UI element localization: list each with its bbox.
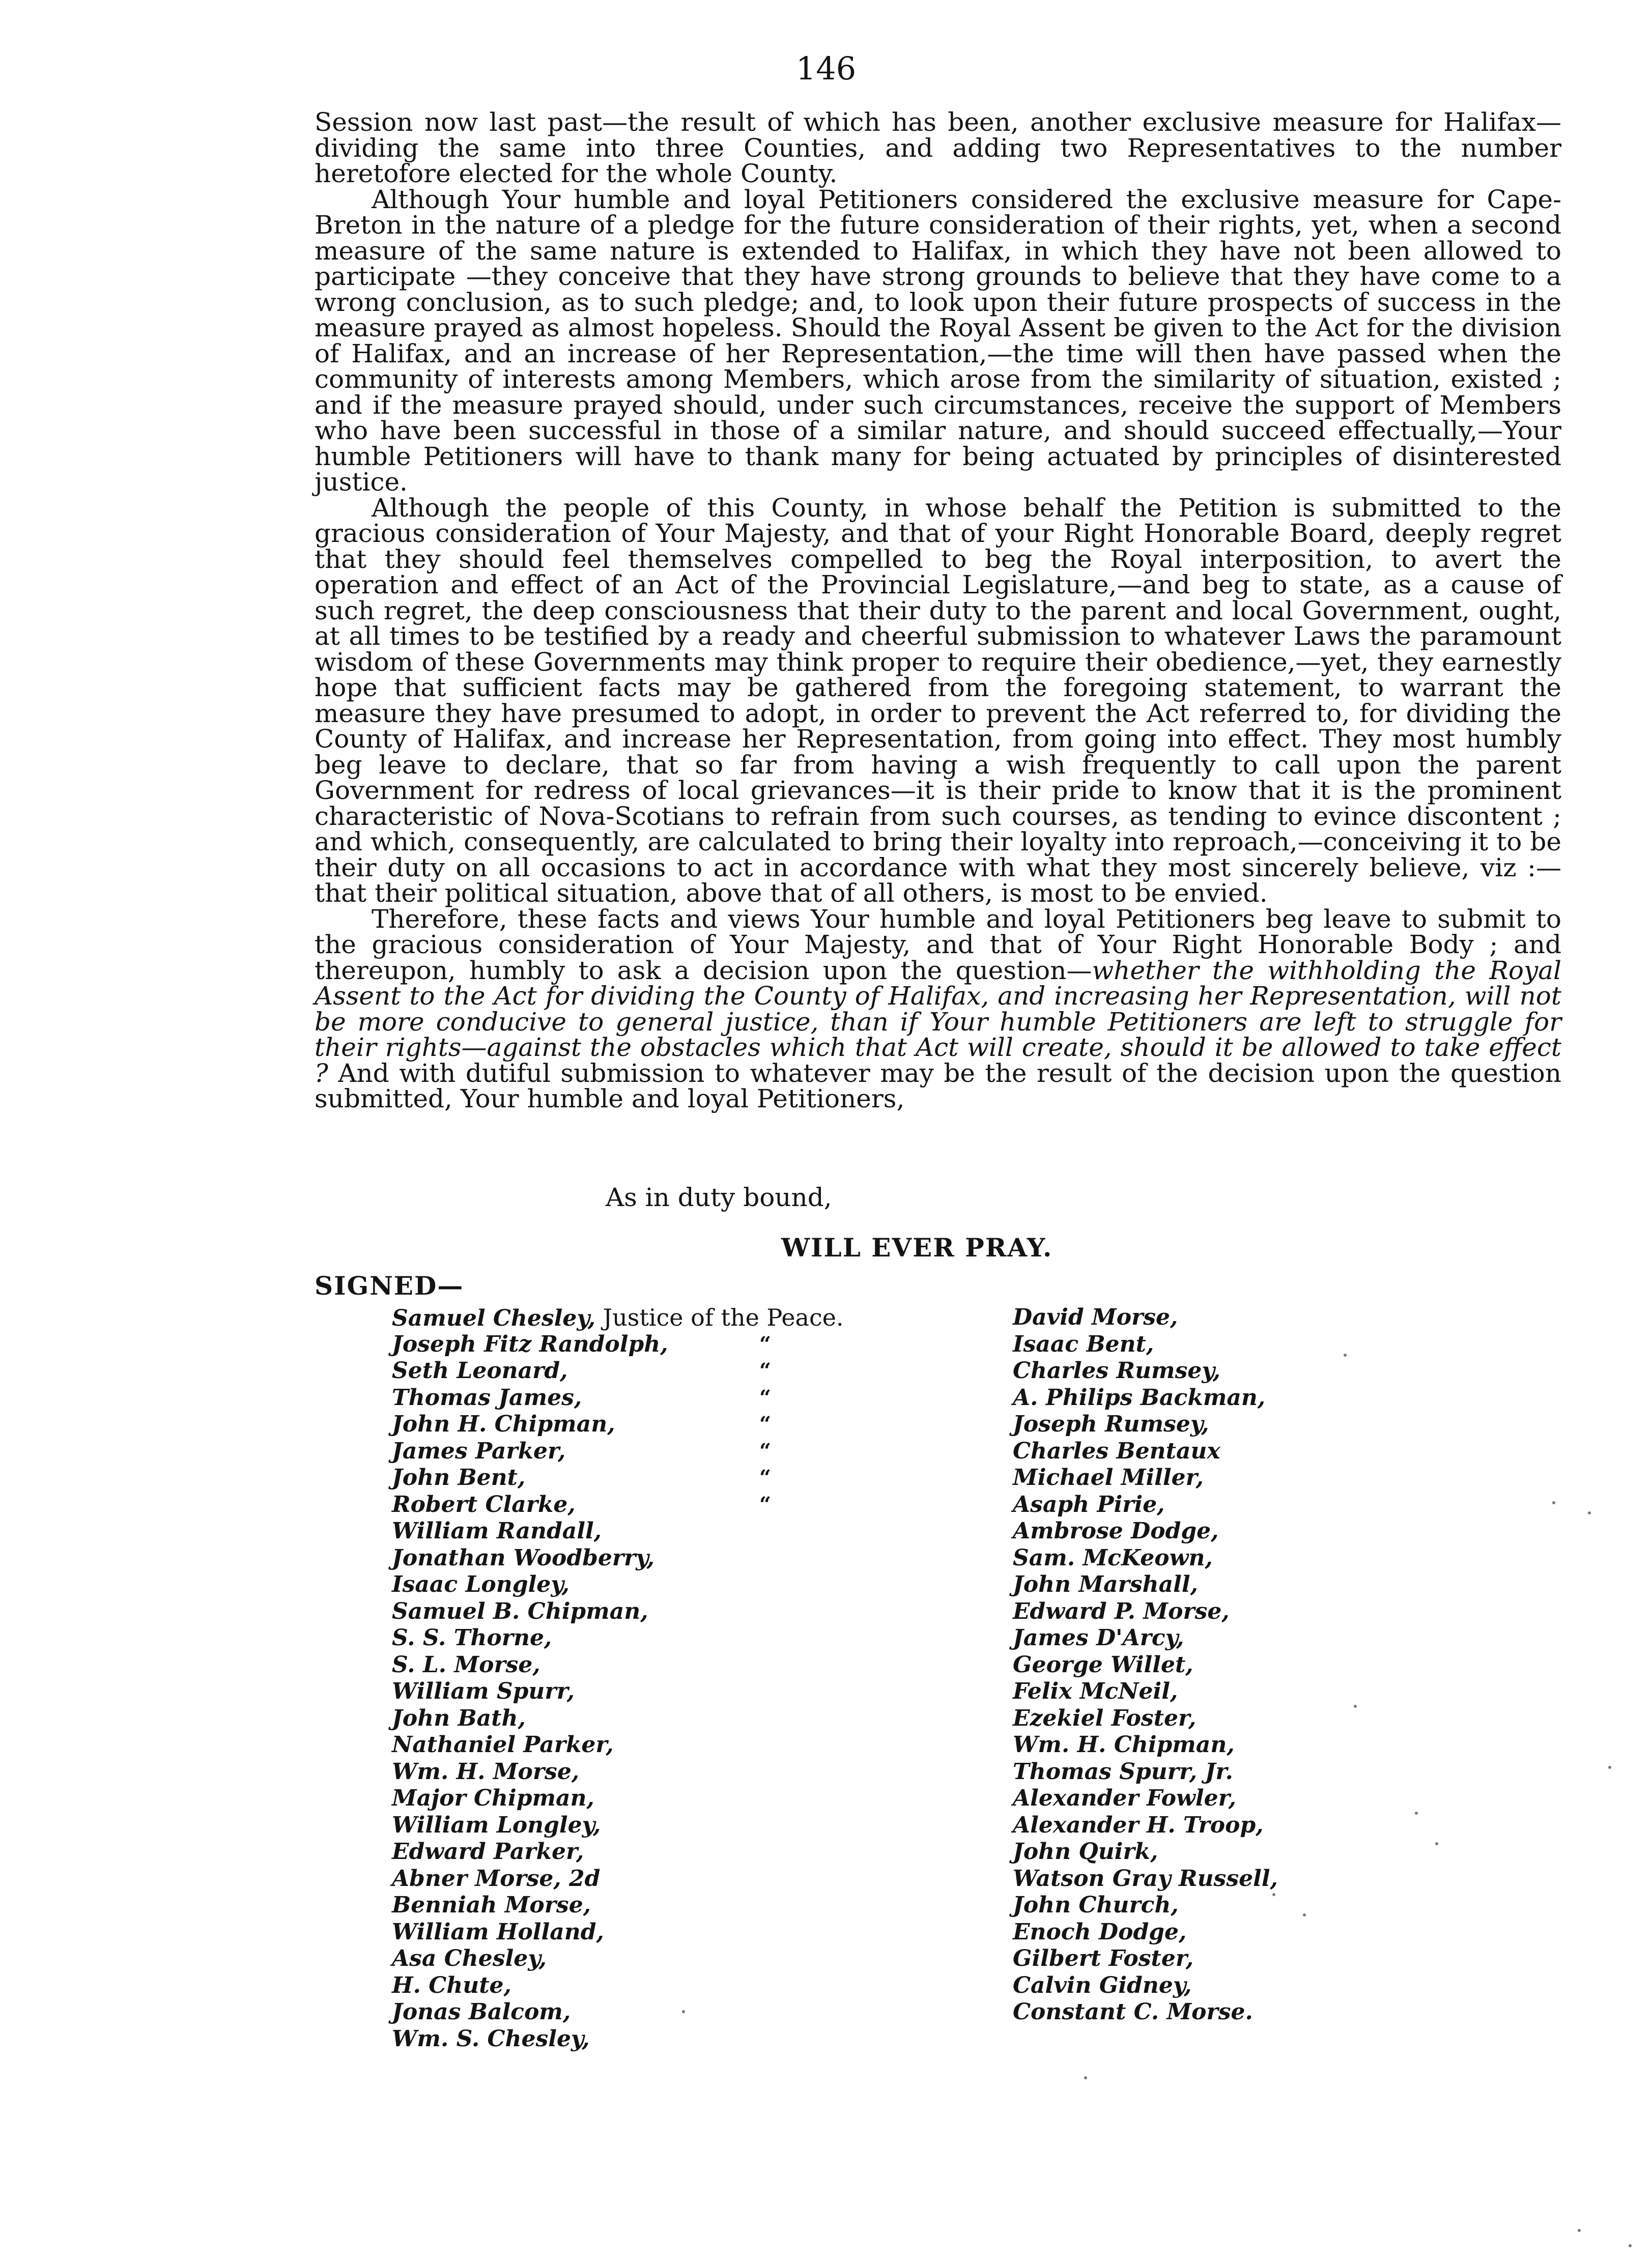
signatory [392, 1839, 901, 1866]
ditto-mark: “ [759, 1385, 772, 1410]
signatory [1013, 1999, 1420, 2026]
signatory-name: A. Philips Backman, [1013, 1384, 1266, 1411]
signatory [1013, 1358, 1420, 1385]
ditto-mark: “ [759, 1332, 772, 1356]
print-speck [1415, 1812, 1418, 1815]
signatory-name: Charles Rumsey, [1013, 1358, 1221, 1384]
print-speck [1084, 2076, 1087, 2079]
signatory-name: Major Chipman, [392, 1785, 594, 1811]
paragraph-text: Session now last past—the result of which has been, another exclusive measure for Halifax—dividing the same into three Counties, and adding two Representatives to the number heretofore elected for the whole County. [315, 107, 1561, 188]
signatory [1013, 1492, 1420, 1519]
signatory-name: David Morse, [1013, 1304, 1178, 1330]
signatory-name: Watson Gray Russell, [1013, 1865, 1278, 1892]
signatory-name: Thomas James, [392, 1384, 582, 1411]
signatory [392, 1385, 901, 1412]
closing-prayer: WILL EVER PRAY. [781, 1233, 1053, 1263]
signatory [1013, 1571, 1420, 1598]
signatories-right-column [1013, 1304, 1420, 2026]
signatory-name: James D'Arcy, [1013, 1625, 1184, 1651]
print-speck [1578, 2229, 1581, 2232]
signatory-name: H. Chute, [392, 1972, 511, 1998]
page-number: 146 [795, 50, 857, 87]
signatory [392, 1678, 901, 1705]
paragraph [315, 906, 1561, 1112]
signatory [1013, 1304, 1420, 1331]
signatory-name: George Willet, [1013, 1651, 1193, 1678]
signatory [1013, 1465, 1420, 1492]
signatory-name: Joseph Fitz Randolph, [392, 1331, 668, 1357]
signatories-left-column [392, 1304, 901, 2052]
signatory [392, 1571, 901, 1598]
signatory-name: Wm. S. Chesley, [392, 2025, 590, 2052]
signatory-name: Alexander Fowler, [1013, 1785, 1236, 1811]
print-speck [1303, 1913, 1306, 1916]
signatory [1013, 1866, 1420, 1893]
print-speck [1588, 1511, 1591, 1514]
signatory-name: John Church, [1013, 1892, 1179, 1918]
signatory-name: John Bath, [392, 1705, 526, 1731]
signatory-name: Sam. McKeown, [1013, 1544, 1213, 1571]
signatory [392, 1759, 901, 1786]
signatory-name: Robert Clarke, [392, 1491, 576, 1518]
signatory-name: Samuel Chesley, [392, 1305, 596, 1331]
signatory [1013, 1438, 1420, 1465]
signatory-name: Thomas Spurr, Jr. [1013, 1758, 1233, 1785]
paragraph-text: Although Your humble and loyal Petitioners considered the exclusive measure for Cape-Breton in the nature of a pledge for the future consideration of their rights, yet, when a second measure of the same nature is extended to Halifax, in which they have not been allowed to participate —they conceive that they have strong grounds to believe that they have come to a wrong conclusion, as to such pledge; and, to look upon their future prospects of success in the measure prayed as almost hopeless. Should the Royal Assent be given to the Act for the division of Halifax, and an increase of her Representation,—the time will then have passed when the community of interests among Members, which arose from the similarity of situation, existed ; and if the measure prayed should, under such circumstances, receive the support of Members who have been successful in those of a similar nature, and should succeed effectually,—Your humble Petitioners will have to thank many for being actuated by principles of disinterested justice. [315, 184, 1561, 497]
signatory [392, 2026, 901, 2053]
signatory-name: Samuel B. Chipman, [392, 1598, 648, 1624]
print-speck [1608, 1766, 1611, 1769]
signatory-name: Enoch Dodge, [1013, 1919, 1187, 1945]
italic-question-text: whether the withholding the Royal Assent to the Act for dividing the County of Halifax, and increasing her Representation, will not be more conducive to general justice, than if Your humble Petitioners are left to struggle for their rights—against the obstacles which that Act will create, should it be allowed to take effect ? [315, 955, 1561, 1088]
signatory [1013, 1732, 1420, 1759]
signatory [1013, 1411, 1420, 1438]
signatory-title: Justice of the Peace. [595, 1304, 844, 1331]
signatory-name: Felix McNeil, [1013, 1678, 1178, 1704]
signatory-name: Edward P. Morse, [1013, 1598, 1230, 1624]
signatory [392, 1732, 901, 1759]
signatory-name: Asaph Pirie, [1013, 1491, 1165, 1518]
signatory-name: Isaac Bent, [1013, 1331, 1154, 1357]
signatory-name: Gilbert Foster, [1013, 1945, 1194, 1971]
paragraph-text: Although the people of this County, in whose behalf the Petition is submitted to the gracious consideration of Your Majesty, and that of your Right Honorable Board, deeply regret that they should feel themselves compelled to beg the Royal interposition, to avert the operation and effect of an Act of the Provincial Legislature,—and beg to state, as a cause of such regret, the deep consciousness that their duty to the parent and local Government, ought, at all times to be testified by a ready and cheerful submission to whatever Laws the paramount wisdom of these Governments may think proper to require their obedience,—yet, they earnestly hope that sufficient facts may be gathered from the foregoing statement, to warrant the measure they have presumed to adopt, in order to prevent the Act referred to, for dividing the County of Halifax, and increase her Representation, from going into effect. They most humbly beg leave to declare, that so far from having a wish frequently to call upon the parent Government for redress of local grievances—it is their pride to know that it is the prominent characteristic of Nova-Scotians to refrain from such courses, as tending to evince discontent ; and which, consequently, are calculated to bring their loyalty into reproach,—conceiving it to be their duty on all occasions to act in accordance with what they most sincerely believe, viz :—that their political situation, above that of all others, is most to be envied. [315, 493, 1561, 908]
signatory-name: Jonas Balcom, [392, 1999, 571, 2025]
signatory-name: Edward Parker, [392, 1839, 584, 1865]
signatory [1013, 1678, 1420, 1705]
signatory [392, 1518, 901, 1545]
signatory [1013, 1331, 1420, 1358]
signatory [1013, 1839, 1420, 1866]
signatory [392, 1438, 901, 1465]
signatory-name: William Spurr, [392, 1678, 575, 1704]
signatory [392, 1945, 901, 1972]
signatory-name: Charles Bentaux [1013, 1438, 1220, 1464]
signed-label: SIGNED— [315, 1271, 464, 1301]
signatory-name: William Holland, [392, 1919, 604, 1945]
signatory [392, 1492, 901, 1519]
signatory [1013, 1625, 1420, 1652]
signatory [1013, 1385, 1420, 1412]
signatory-name: Seth Leonard, [392, 1358, 568, 1384]
signatory-name: John Bent, [392, 1465, 526, 1491]
signatory-name: Benniah Morse, [392, 1892, 591, 1918]
ditto-mark: “ [759, 1439, 772, 1463]
signatory-name: Ambrose Dodge, [1013, 1518, 1219, 1544]
print-speck [1354, 1705, 1357, 1708]
signatory [392, 1892, 901, 1919]
signatory-name: Nathaniel Parker, [392, 1732, 614, 1758]
paragraph-text: Therefore, these facts and views Your humble and loyal Petitioners beg leave to submit to the gracious consideration of Your Majesty, and that of Your Right Honorable Body ; and thereupon, humbly to ask a decision upon the question— [315, 904, 1561, 985]
signatory-name: John Quirk, [1013, 1839, 1158, 1865]
print-speck [682, 2010, 685, 2013]
signatory [1013, 1919, 1420, 1946]
signatory [1013, 1705, 1420, 1732]
print-speck [1272, 1893, 1275, 1896]
signatory [392, 1999, 901, 2026]
signatory [392, 1866, 901, 1893]
signatory-name: S. L. Morse, [392, 1651, 540, 1678]
signatory-name: William Randall, [392, 1518, 602, 1544]
signatory-name: John H. Chipman, [392, 1411, 615, 1437]
print-speck [1344, 1354, 1347, 1357]
signatory [1013, 1892, 1420, 1919]
signatory [1013, 1545, 1420, 1572]
signatory-name: Jonathan Woodberry, [392, 1544, 654, 1571]
print-speck [1435, 1842, 1438, 1845]
signatory [392, 1411, 901, 1438]
signatory [392, 1812, 901, 1839]
signatory [1013, 1652, 1420, 1679]
signatory-name: John Marshall, [1013, 1571, 1198, 1597]
signatory [392, 1304, 901, 1331]
signatory [392, 1545, 901, 1572]
signatory-name: Abner Morse, 2d [392, 1865, 601, 1892]
paragraph [315, 184, 1561, 497]
paragraph-text: And with dutiful submission to whatever may be the result of the decision upon the question submitted, Your humble and loyal Petitioners, [315, 1058, 1561, 1113]
signatory [392, 1625, 901, 1652]
signatory-name: Wm. H. Morse, [392, 1758, 580, 1785]
ditto-mark: “ [759, 1466, 772, 1490]
signatory [392, 1358, 901, 1385]
signatory-name: Calvin Gidney, [1013, 1972, 1192, 1998]
signatory [1013, 1972, 1420, 1999]
signatory-name: James Parker, [392, 1438, 566, 1464]
signatory [1013, 1598, 1420, 1625]
signatory-name: Joseph Rumsey, [1013, 1411, 1209, 1437]
signatory-name: Alexander H. Troop, [1013, 1812, 1264, 1838]
signatory-name: Constant C. Morse. [1013, 1999, 1253, 2025]
signatory [392, 1598, 901, 1625]
ditto-mark: “ [759, 1412, 772, 1436]
paragraph [315, 109, 1561, 187]
signatory-name: Isaac Longley, [392, 1571, 569, 1597]
signatory [1013, 1785, 1420, 1812]
signatory [392, 1331, 901, 1358]
signatory-name: Wm. H. Chipman, [1013, 1732, 1235, 1758]
signatory-name: William Longley, [392, 1812, 601, 1838]
petition-body [315, 109, 1561, 1112]
signatory [1013, 1518, 1420, 1545]
signatory [392, 1972, 901, 1999]
signatory [392, 1919, 901, 1946]
signatory [1013, 1945, 1420, 1972]
signatory [392, 1652, 901, 1679]
paragraph [315, 495, 1561, 906]
signatory-name: Asa Chesley, [392, 1945, 547, 1971]
closing-line: As in duty bound, [606, 1183, 832, 1212]
signatory [1013, 1812, 1420, 1839]
print-speck [1629, 2244, 1632, 2247]
signatory-name: S. S. Thorne, [392, 1625, 552, 1651]
signatory [392, 1785, 901, 1812]
ditto-mark: “ [759, 1492, 772, 1516]
print-speck [1552, 1501, 1555, 1504]
signatory-name: Ezekiel Foster, [1013, 1705, 1197, 1731]
signatory [392, 1465, 901, 1492]
signatory [1013, 1759, 1420, 1786]
signatory-name: Michael Miller, [1013, 1465, 1204, 1491]
signatory [392, 1705, 901, 1732]
ditto-mark: “ [759, 1359, 772, 1383]
